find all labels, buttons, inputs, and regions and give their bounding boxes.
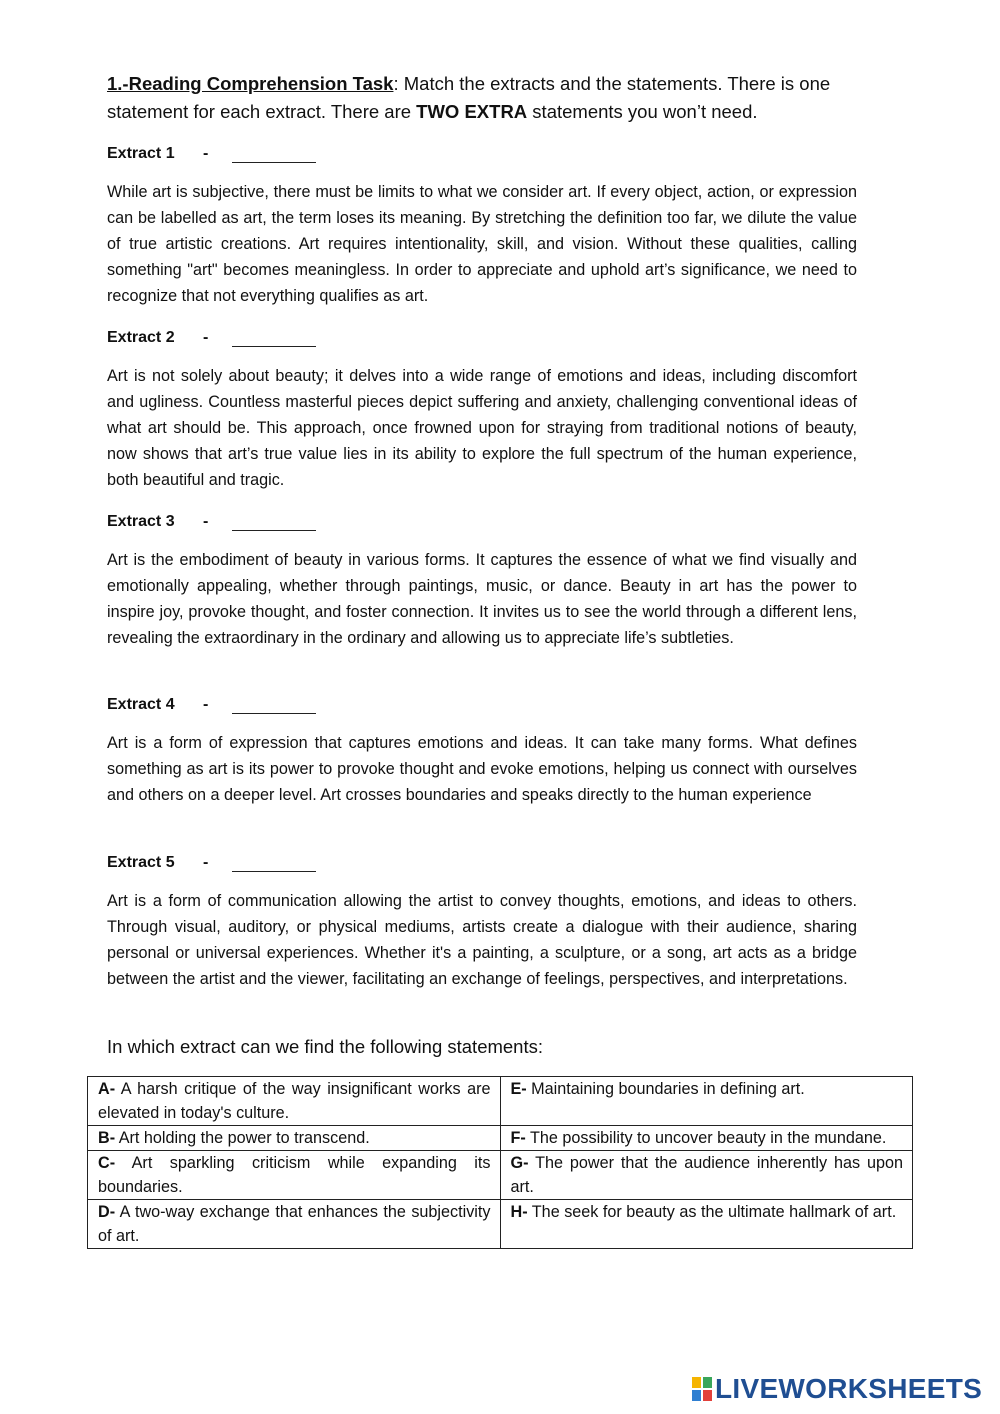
question-prompt: In which extract can we find the following statements: (107, 1036, 543, 1057)
table-row (88, 1126, 913, 1151)
statement-key: E- (510, 1080, 527, 1098)
statement-key: D- (98, 1203, 116, 1221)
statement-text: A two-way exchange that enhances the subjectivity of art. (98, 1203, 491, 1245)
statement-h (500, 1200, 913, 1249)
statement-text: The possibility to uncover beauty in the mundane. (525, 1129, 887, 1147)
extract-1-header (107, 144, 209, 164)
statement-e (500, 1077, 913, 1126)
extract-1-answer-input[interactable] (232, 145, 316, 163)
extract-2-text: Art is not solely about beauty; it delves into a wide range of emotions and ideas, including discomfort and ugliness. Countless masterful pieces depict suffering and anxiety, challenging conventional ideas of what art should be. This approach, once frowned upon for straying from traditional notions of beauty, now shows that art’s true value lies in its ability to explore the full spectrum of the human experience, both beautiful and tragic. (107, 367, 857, 489)
extract-4-text: Art is a form of expression that captures emotions and ideas. It can take many forms. What defines something as art is its power to provoke thought and evoke emotions, helping us connect with ourselves and others on a deeper level. Art crosses boundaries and speaks directly to the human experience (107, 734, 857, 804)
statement-text: A harsh critique of the way insignificant works are elevated in today's culture. (98, 1080, 491, 1122)
statement-b (88, 1126, 501, 1151)
extract-2-answer-input[interactable] (232, 329, 316, 347)
extract-dash: - (203, 513, 209, 530)
logo-block (703, 1377, 712, 1388)
extract-5-text: Art is a form of communication allowing the artist to convey thoughts, emotions, and ideas to others. Through visual, auditory, or physical mediums, artists create a dialogue with their audience, sharing personal or universal experiences. Whether it's a painting, a sculpture, or a song, art acts as a bridge between the artist and the viewer, facilitating an exchange of feelings, perspectives, and interpretations. (107, 892, 857, 988)
statement-a (88, 1077, 501, 1126)
extract-label: Extract 1 (107, 145, 175, 162)
statement-text: Maintaining boundaries in defining art. (526, 1080, 805, 1098)
extract-label: Extract 5 (107, 854, 175, 871)
extract-label: Extract 2 (107, 329, 175, 346)
task-title: 1.-Reading Comprehension Task (107, 73, 394, 94)
logo-block (692, 1390, 701, 1401)
statement-text: Art sparkling criticism while expanding its boundaries. (98, 1154, 491, 1196)
extract-dash: - (203, 696, 209, 713)
task-instructions (107, 70, 867, 126)
statement-key: C- (98, 1154, 116, 1172)
extract-4-answer-input[interactable] (232, 696, 316, 714)
liveworksheets-logo (692, 1372, 982, 1406)
statement-f (500, 1126, 913, 1151)
statements-table (87, 1076, 913, 1249)
statement-key: H- (510, 1203, 528, 1221)
extract-3-header (107, 512, 209, 532)
statement-text: The seek for beauty as the ultimate hallmark of art. (527, 1203, 897, 1221)
extract-4-header (107, 695, 209, 715)
extract-label: Extract 4 (107, 696, 175, 713)
instructions-text-b: statements you won’t need. (527, 101, 758, 122)
extract-2-header (107, 328, 209, 348)
extract-label: Extract 3 (107, 513, 175, 530)
extract-3-answer-input[interactable] (232, 513, 316, 531)
extract-5-answer-input[interactable] (232, 854, 316, 872)
extract-5-header (107, 853, 209, 873)
extract-1-text: While art is subjective, there must be limits to what we consider art. If every object, action, or expression can be labelled as art, the term loses its meaning. By stretching the definition too far, we dilute the value of true artistic creations. Art requires intentionality, skill, and vision. Without these qualities, calling something "art" becomes meaningless. In order to appreciate and uphold art’s significance, we need to recognize that not everything qualifies as art. (107, 183, 857, 305)
statement-text: Art holding the power to transcend. (115, 1129, 370, 1147)
statement-key: A- (98, 1080, 116, 1098)
logo-wordmark: LIVEWORKSHEETS (715, 1373, 983, 1404)
extract-dash: - (203, 329, 209, 346)
statement-c (88, 1151, 501, 1200)
statement-key: G- (510, 1154, 529, 1172)
table-row (88, 1077, 913, 1126)
instructions-bold: TWO EXTRA (416, 101, 528, 122)
statement-key: B- (98, 1129, 116, 1147)
logo-blocks-icon (692, 1377, 712, 1401)
table-row (88, 1151, 913, 1200)
statement-text: The power that the audience inherently has upon art. (510, 1154, 903, 1196)
statement-g (500, 1151, 913, 1200)
table-row (88, 1200, 913, 1249)
logo-block (703, 1390, 712, 1401)
extract-3-text: Art is the embodiment of beauty in various forms. It captures the essence of what we find visually and emotionally appealing, whether through paintings, music, or dance. Beauty in art has the power to inspire joy, provoke thought, and foster connection. It invites us to see the world through a different lens, revealing the extraordinary in the ordinary and allowing us to appreciate life’s subtleties. (107, 551, 857, 647)
statement-d (88, 1200, 501, 1249)
extract-dash: - (203, 145, 209, 162)
logo-block (692, 1377, 701, 1388)
statement-key: F- (510, 1129, 526, 1147)
extract-dash: - (203, 854, 209, 871)
instructions-text-a: : Match the extracts and the statements. There is one statement for each extract. There are (107, 73, 831, 122)
